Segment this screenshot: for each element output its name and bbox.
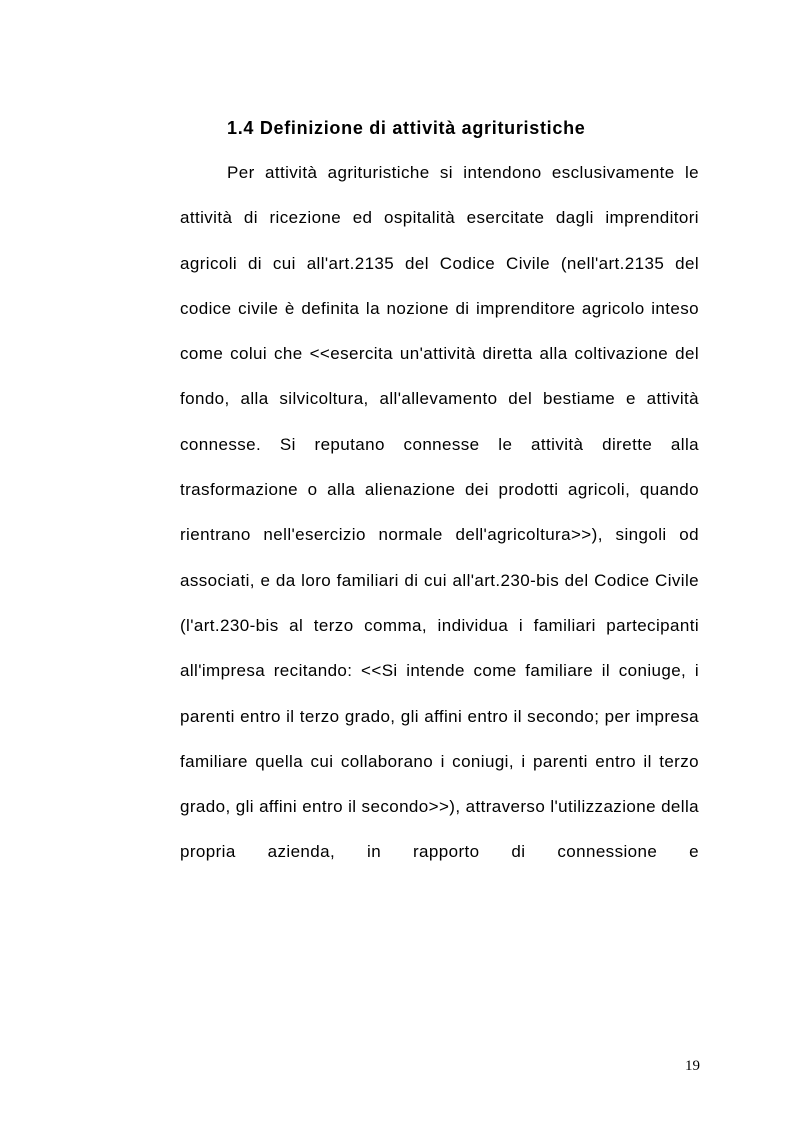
section-heading: 1.4 Definizione di attività agrituristiche bbox=[227, 118, 586, 138]
page-number: 19 bbox=[685, 1058, 700, 1074]
body-paragraph: Per attività agrituristiche si intendono esclusivamente le attività di ricezione ed ospitalità esercitate dagli imprenditori agricoli di cui all'art.2135 del Codice Civile (nell'art.2135 del codice civile è definita la nozione di imprenditore agricolo inteso come colui che <<esercita un'attività diretta alla coltivazione del fondo, alla silvicoltura, all'allevamento del bestiame e attività connesse. Si reputano connesse le attività dirette alla trasformazione o alla alienazione dei prodotti agricoli, quando rientrano nell'esercizio normale dell'agricoltura>>), singoli od associati, e da loro familiari di cui all'art.230-bis del Codice Civile (l'art.230-bis al terzo comma, individua i familiari partecipanti all'impresa recitando: <<Si intende come familiare il coniuge, i parenti entro il terzo grado, gli affini entro il secondo; per impresa familiare quella cui collaborano i coniugi, i parenti entro il terzo grado, gli affini entro il secondo>>), attraverso l'utilizzazione della propria azienda, in rapporto di connessione e bbox=[180, 163, 699, 862]
